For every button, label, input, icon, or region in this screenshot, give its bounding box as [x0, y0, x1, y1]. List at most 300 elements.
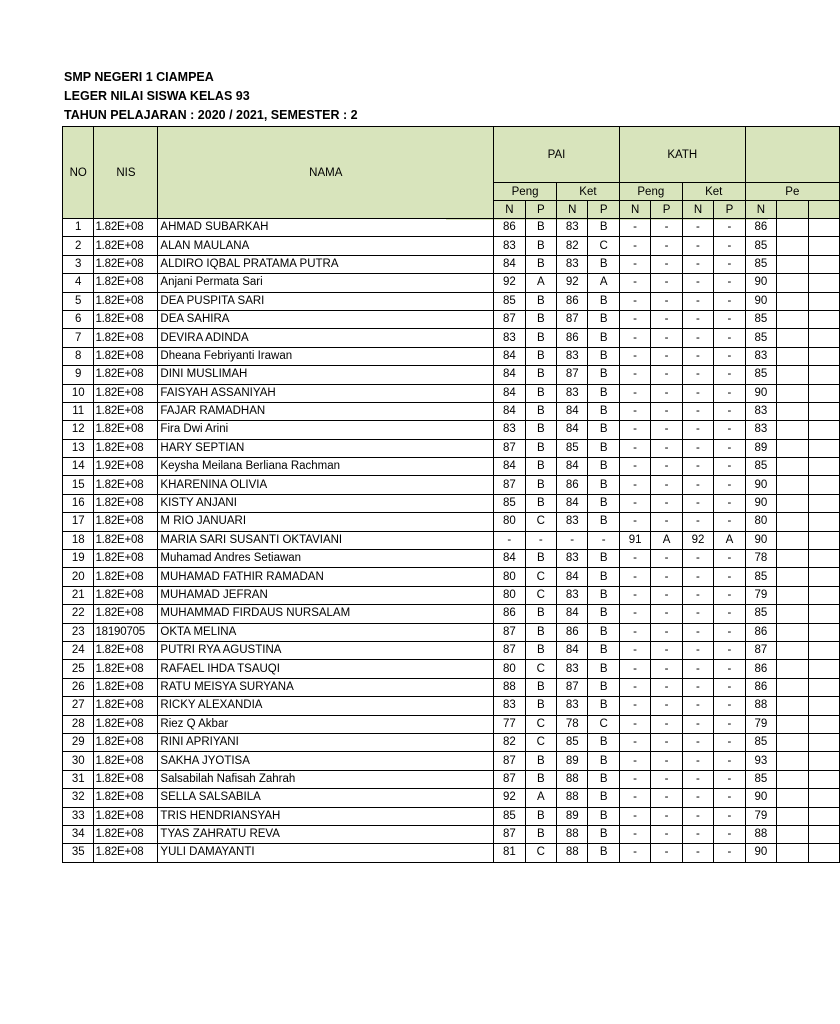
header-n: N: [682, 201, 713, 219]
grade-cell: [777, 715, 808, 733]
row-nama: KISTY ANJANI: [158, 494, 494, 512]
row-nama: YULI DAMAYANTI: [158, 844, 494, 862]
table-row: [63, 844, 840, 862]
table-row: [63, 531, 840, 549]
grade-cell: [777, 237, 808, 255]
grade-cell: -: [619, 274, 650, 292]
grade-cell: -: [714, 476, 745, 494]
row-no: 20: [63, 568, 94, 586]
table-row: [63, 586, 840, 604]
grade-cell: 83: [557, 219, 588, 237]
grade-cell: A: [525, 789, 556, 807]
grade-cell: 91: [619, 531, 650, 549]
grade-cell: -: [651, 807, 682, 825]
row-nama: MUHAMAD FATHIR RAMADAN: [158, 568, 494, 586]
grade-cell: -: [682, 513, 713, 531]
grade-cell: 87: [745, 641, 776, 659]
grade-cell: 86: [557, 623, 588, 641]
row-nama: OKTA MELINA: [158, 623, 494, 641]
header-p: P: [714, 201, 745, 219]
grade-cell: B: [525, 384, 556, 402]
table-row: [63, 494, 840, 512]
grade-cell: 84: [494, 402, 525, 420]
grade-cell: -: [651, 219, 682, 237]
grade-cell: -: [682, 274, 713, 292]
row-nama: TRIS HENDRIANSYAH: [158, 807, 494, 825]
grade-cell: -: [651, 347, 682, 365]
grade-cell: 87: [494, 641, 525, 659]
grade-cell: -: [651, 733, 682, 751]
grade-cell: -: [682, 844, 713, 862]
grade-cell: C: [525, 513, 556, 531]
grade-cell: B: [588, 347, 619, 365]
grade-cell: 92: [682, 531, 713, 549]
grade-cell: -: [619, 605, 650, 623]
header-pai: PAI: [494, 127, 620, 183]
row-nis: 1.82E+08: [94, 807, 158, 825]
document-title: LEGER NILAI SISWA KELAS 93: [64, 89, 250, 103]
grade-cell: 87: [557, 366, 588, 384]
grade-cell: 85: [745, 605, 776, 623]
grade-cell: -: [651, 697, 682, 715]
grade-cell: C: [588, 715, 619, 733]
grade-cell: 83: [557, 384, 588, 402]
grade-cell: -: [714, 770, 745, 788]
grade-cell: -: [682, 384, 713, 402]
row-no: 13: [63, 439, 94, 457]
grade-cell: 84: [494, 347, 525, 365]
grade-cell: [777, 678, 808, 696]
grade-cell: 90: [745, 274, 776, 292]
table-row: [63, 292, 840, 310]
grade-cell: 83: [557, 255, 588, 273]
grade-cell: 87: [494, 439, 525, 457]
header-n: N: [557, 201, 588, 219]
grade-cell: 80: [494, 660, 525, 678]
grade-cell: 83: [745, 421, 776, 439]
grade-cell: B: [525, 494, 556, 512]
grade-cell: -: [682, 292, 713, 310]
grade-cell: [777, 770, 808, 788]
grade-cell: [777, 660, 808, 678]
grade-cell: [808, 733, 839, 751]
grade-cell: B: [588, 844, 619, 862]
grade-cell: [808, 494, 839, 512]
grade-cell: [808, 310, 839, 328]
grade-cell: [808, 770, 839, 788]
grade-cell: 83: [745, 347, 776, 365]
grade-cell: -: [682, 366, 713, 384]
row-nis: 1.82E+08: [94, 825, 158, 843]
grade-cell: 83: [557, 347, 588, 365]
grade-cell: -: [714, 605, 745, 623]
row-nis: 1.82E+08: [94, 844, 158, 862]
grade-cell: -: [682, 623, 713, 641]
grade-cell: 80: [745, 513, 776, 531]
header-nis: NIS: [94, 127, 158, 219]
grade-cell: B: [588, 255, 619, 273]
table-row: [63, 623, 840, 641]
row-nama: DEVIRA ADINDA: [158, 329, 494, 347]
grade-cell: -: [651, 310, 682, 328]
grade-cell: B: [588, 513, 619, 531]
grade-cell: -: [651, 421, 682, 439]
grade-cell: [808, 715, 839, 733]
grade-cell: -: [714, 347, 745, 365]
grade-cell: 85: [745, 770, 776, 788]
row-no: 26: [63, 678, 94, 696]
grade-cell: 84: [494, 550, 525, 568]
grade-cell: -: [651, 329, 682, 347]
row-nama: Dheana Febriyanti Irawan: [158, 347, 494, 365]
grade-cell: 83: [557, 513, 588, 531]
grade-cell: -: [619, 715, 650, 733]
grade-cell: -: [651, 366, 682, 384]
grade-cell: 83: [494, 697, 525, 715]
grade-cell: 88: [557, 844, 588, 862]
row-nama: SAKHA JYOTISA: [158, 752, 494, 770]
grade-cell: 92: [494, 789, 525, 807]
table-row: [63, 310, 840, 328]
row-no: 15: [63, 476, 94, 494]
grade-cell: B: [588, 439, 619, 457]
row-no: 34: [63, 825, 94, 843]
grade-cell: [808, 568, 839, 586]
grade-cell: -: [714, 366, 745, 384]
grade-cell: [808, 329, 839, 347]
grade-cell: 84: [557, 605, 588, 623]
row-nama: AHMAD SUBARKAH: [158, 219, 494, 237]
grade-cell: [777, 513, 808, 531]
row-no: 17: [63, 513, 94, 531]
grade-cell: B: [588, 568, 619, 586]
row-no: 32: [63, 789, 94, 807]
grade-cell: 84: [494, 458, 525, 476]
row-nama: HARY SEPTIAN: [158, 439, 494, 457]
grade-cell: 90: [745, 789, 776, 807]
header-no: NO: [63, 127, 94, 219]
grade-cell: -: [682, 660, 713, 678]
grade-cell: -: [619, 697, 650, 715]
grade-cell: -: [619, 366, 650, 384]
grade-cell: 83: [557, 550, 588, 568]
grade-cell: -: [651, 715, 682, 733]
grade-cell: B: [588, 586, 619, 604]
grade-cell: -: [619, 476, 650, 494]
row-nis: 1.82E+08: [94, 733, 158, 751]
grade-cell: [808, 476, 839, 494]
row-no: 11: [63, 402, 94, 420]
grade-cell: -: [619, 825, 650, 843]
table-row: [63, 513, 840, 531]
row-nis: 1.82E+08: [94, 586, 158, 604]
grade-cell: B: [525, 697, 556, 715]
grade-cell: [808, 402, 839, 420]
grade-cell: [777, 476, 808, 494]
grade-cell: -: [651, 384, 682, 402]
grade-cell: -: [651, 568, 682, 586]
grade-cell: B: [588, 733, 619, 751]
grade-cell: -: [619, 733, 650, 751]
row-nis: 1.82E+08: [94, 439, 158, 457]
grade-cell: 92: [494, 274, 525, 292]
grade-cell: -: [619, 678, 650, 696]
table-row: [63, 715, 840, 733]
grade-rows: [63, 219, 840, 863]
grade-cell: A: [525, 274, 556, 292]
grade-cell: 86: [557, 476, 588, 494]
row-no: 25: [63, 660, 94, 678]
table-row: [63, 770, 840, 788]
grade-cell: [777, 605, 808, 623]
document-header: [64, 68, 358, 125]
grade-cell: B: [588, 310, 619, 328]
grade-cell: [777, 550, 808, 568]
grade-cell: [777, 310, 808, 328]
grade-cell: [777, 733, 808, 751]
grade-cell: -: [714, 641, 745, 659]
grade-cell: -: [714, 274, 745, 292]
grade-cell: 85: [557, 439, 588, 457]
table-row: [63, 550, 840, 568]
grade-cell: -: [682, 255, 713, 273]
table-row: [63, 421, 840, 439]
grade-cell: B: [525, 641, 556, 659]
grade-cell: 78: [557, 715, 588, 733]
grade-cell: -: [714, 421, 745, 439]
grade-cell: -: [682, 550, 713, 568]
grade-cell: -: [619, 347, 650, 365]
row-nis: 1.82E+08: [94, 715, 158, 733]
grade-cell: B: [525, 623, 556, 641]
grade-cell: -: [619, 439, 650, 457]
grade-cell: 90: [745, 494, 776, 512]
grade-cell: -: [682, 789, 713, 807]
grade-cell: -: [714, 255, 745, 273]
grade-cell: B: [588, 605, 619, 623]
row-nama: RINI APRIYANI: [158, 733, 494, 751]
grade-cell: -: [651, 844, 682, 862]
row-nis: 1.82E+08: [94, 366, 158, 384]
row-nis: 1.82E+08: [94, 550, 158, 568]
table-row: [63, 660, 840, 678]
grade-cell: B: [588, 366, 619, 384]
grade-cell: [777, 844, 808, 862]
table-row: [63, 274, 840, 292]
grade-cell: 79: [745, 586, 776, 604]
grade-cell: 80: [494, 568, 525, 586]
grade-cell: [808, 844, 839, 862]
grade-cell: -: [682, 641, 713, 659]
grade-cell: -: [619, 844, 650, 862]
grade-cell: -: [714, 402, 745, 420]
grade-cell: -: [682, 237, 713, 255]
grade-cell: [808, 347, 839, 365]
grade-cell: -: [651, 623, 682, 641]
grade-cell: 87: [557, 678, 588, 696]
grade-cell: 85: [745, 237, 776, 255]
table-row: [63, 366, 840, 384]
grade-cell: -: [714, 733, 745, 751]
grade-cell: B: [588, 402, 619, 420]
grade-cell: -: [682, 329, 713, 347]
grade-cell: [777, 329, 808, 347]
grade-cell: [808, 255, 839, 273]
grade-cell: [777, 439, 808, 457]
grade-cell: [808, 513, 839, 531]
grade-cell: [777, 366, 808, 384]
grade-cell: C: [525, 586, 556, 604]
grade-cell: 85: [745, 255, 776, 273]
grade-cell: B: [588, 641, 619, 659]
grade-cell: -: [619, 458, 650, 476]
grade-cell: 79: [745, 715, 776, 733]
table-row: [63, 825, 840, 843]
table-row: [63, 733, 840, 751]
grade-cell: 89: [557, 807, 588, 825]
grade-cell: B: [525, 439, 556, 457]
header-p: P: [588, 201, 619, 219]
grade-cell: B: [588, 384, 619, 402]
grade-cell: 90: [745, 292, 776, 310]
grade-cell: [808, 586, 839, 604]
table-row: [63, 237, 840, 255]
row-no: 35: [63, 844, 94, 862]
grade-cell: -: [651, 513, 682, 531]
grade-cell: 86: [745, 660, 776, 678]
grade-cell: [808, 660, 839, 678]
grade-cell: 90: [745, 531, 776, 549]
grade-cell: [808, 623, 839, 641]
grade-cell: 85: [745, 310, 776, 328]
table-row: [63, 697, 840, 715]
table-row: [63, 605, 840, 623]
grade-cell: 86: [745, 623, 776, 641]
grade-cell: 85: [745, 329, 776, 347]
row-nis: 1.82E+08: [94, 274, 158, 292]
grade-cell: 87: [494, 825, 525, 843]
row-nama: FAJAR RAMADHAN: [158, 402, 494, 420]
header-p: [777, 201, 808, 219]
grade-cell: -: [619, 807, 650, 825]
grade-cell: 89: [745, 439, 776, 457]
academic-year: TAHUN PELAJARAN : 2020 / 2021, SEMESTER : 2: [64, 108, 358, 122]
grade-cell: [808, 531, 839, 549]
row-nis: 1.92E+08: [94, 458, 158, 476]
grade-cell: -: [651, 274, 682, 292]
grade-cell: -: [714, 550, 745, 568]
row-nis: 1.82E+08: [94, 292, 158, 310]
table-row: [63, 752, 840, 770]
grade-cell: B: [525, 807, 556, 825]
grade-cell: -: [682, 310, 713, 328]
grade-cell: 87: [557, 310, 588, 328]
grade-cell: 83: [557, 697, 588, 715]
grade-cell: -: [619, 494, 650, 512]
grade-cell: 93: [745, 752, 776, 770]
grade-cell: [777, 586, 808, 604]
header-n: N: [494, 201, 525, 219]
grade-cell: B: [525, 752, 556, 770]
grade-cell: [777, 402, 808, 420]
grade-cell: -: [714, 513, 745, 531]
grade-cell: B: [525, 347, 556, 365]
grade-cell: B: [525, 292, 556, 310]
grade-cell: [777, 421, 808, 439]
grade-cell: -: [714, 384, 745, 402]
grade-cell: 86: [745, 219, 776, 237]
row-nis: 18190705: [94, 623, 158, 641]
grade-cell: B: [588, 623, 619, 641]
grade-cell: [808, 807, 839, 825]
grade-cell: -: [619, 292, 650, 310]
grade-cell: 83: [745, 402, 776, 420]
grade-cell: 83: [557, 660, 588, 678]
grade-cell: [777, 623, 808, 641]
row-nama: ALDIRO IQBAL PRATAMA PUTRA: [158, 255, 494, 273]
grade-cell: -: [619, 550, 650, 568]
row-no: 2: [63, 237, 94, 255]
grade-cell: -: [714, 660, 745, 678]
grade-cell: -: [714, 310, 745, 328]
row-no: 14: [63, 458, 94, 476]
grade-cell: B: [588, 660, 619, 678]
grade-cell: [808, 678, 839, 696]
header-n: N: [619, 201, 650, 219]
grade-cell: -: [682, 219, 713, 237]
row-nis: 1.82E+08: [94, 494, 158, 512]
grade-cell: B: [588, 550, 619, 568]
header-n: [808, 201, 839, 219]
table-row: [63, 219, 840, 237]
table-row: [63, 402, 840, 420]
grade-cell: A: [651, 531, 682, 549]
row-no: 6: [63, 310, 94, 328]
row-nis: 1.82E+08: [94, 402, 158, 420]
row-nama: M RIO JANUARI: [158, 513, 494, 531]
row-no: 12: [63, 421, 94, 439]
grade-cell: B: [525, 237, 556, 255]
grade-cell: -: [682, 568, 713, 586]
grade-cell: -: [651, 678, 682, 696]
row-nama: Riez Q Akbar: [158, 715, 494, 733]
row-nis: 1.82E+08: [94, 605, 158, 623]
grade-cell: -: [651, 641, 682, 659]
grade-cell: -: [619, 568, 650, 586]
row-nama: Anjani Permata Sari: [158, 274, 494, 292]
row-no: 16: [63, 494, 94, 512]
grade-cell: [777, 531, 808, 549]
row-no: 18: [63, 531, 94, 549]
row-nis: 1.82E+08: [94, 641, 158, 659]
grade-cell: 87: [494, 310, 525, 328]
grade-cell: B: [525, 678, 556, 696]
grade-cell: 86: [494, 219, 525, 237]
grade-cell: 85: [494, 292, 525, 310]
row-nama: TYAS ZAHRATU REVA: [158, 825, 494, 843]
row-nama: DEA SAHIRA: [158, 310, 494, 328]
grade-cell: [808, 752, 839, 770]
grade-cell: -: [651, 255, 682, 273]
row-nis: 1.82E+08: [94, 347, 158, 365]
grade-cell: C: [525, 733, 556, 751]
grade-cell: B: [588, 329, 619, 347]
row-nama: Muhamad Andres Setiawan: [158, 550, 494, 568]
row-no: 4: [63, 274, 94, 292]
row-nama: MUHAMAD JEFRAN: [158, 586, 494, 604]
grade-cell: [808, 550, 839, 568]
grade-cell: B: [525, 366, 556, 384]
